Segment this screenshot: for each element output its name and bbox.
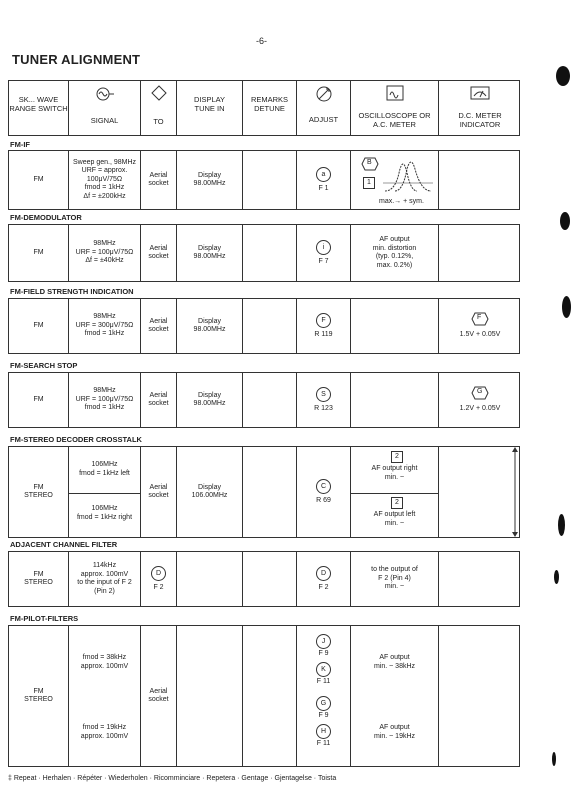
signal-right: 106MHz fmod = 1kHz right xyxy=(76,505,133,521)
cell-to: Aerial socket xyxy=(141,225,177,281)
cell-osc xyxy=(351,626,439,766)
binder-hole-mark xyxy=(554,570,559,584)
adjust-ref: F 11 xyxy=(316,677,331,685)
dc-value: 1.5V + 0.05V xyxy=(459,331,501,339)
signal-left: 106MHz fmod = 1kHz left xyxy=(79,461,130,477)
dc-hex xyxy=(471,386,489,400)
adjust-ref: R 123 xyxy=(314,404,333,412)
section-label-fmfs: FM-FIELD STRENGTH INDICATION xyxy=(10,287,134,296)
cell-to: Aerial socket xyxy=(141,447,177,537)
cell-adjust xyxy=(297,626,351,766)
header-remarks xyxy=(243,81,297,135)
signal-generator-icon xyxy=(95,86,115,102)
header-to xyxy=(141,81,177,135)
header-display-label: DISPLAY TUNE IN xyxy=(193,95,226,113)
section-label-fmpf: FM-PILOT-FILTERS xyxy=(10,614,79,623)
cell-dc xyxy=(439,299,521,353)
adjust-point-circle: D xyxy=(316,566,331,581)
oscilloscope-icon xyxy=(385,85,405,101)
diamond-icon xyxy=(151,85,167,101)
header-switch xyxy=(9,81,69,135)
cell-to: Aerial socket xyxy=(141,299,177,353)
row-acf xyxy=(8,551,520,607)
adjust-ref: F 1 xyxy=(318,184,329,192)
cell-display xyxy=(177,552,243,606)
osc-left: AF output left min. ~ xyxy=(373,511,416,527)
repeat-arrow-icon xyxy=(511,446,519,538)
to-point-circle: D xyxy=(151,566,166,581)
cell-remarks xyxy=(243,373,297,427)
adjust-ref: R 69 xyxy=(316,496,331,504)
cell-signal xyxy=(69,626,141,766)
cell-dc xyxy=(439,626,521,766)
header-dc xyxy=(439,81,521,135)
adjust-screw-icon xyxy=(315,85,333,103)
cell-signal xyxy=(69,447,141,537)
cell-divider xyxy=(351,493,438,494)
footer-repeat-note: ‡ Repeat · Herhalen · Répéter · Wiederholen · Ricomminciare · Repetera · Gentage · Gjentagelse · Toista xyxy=(8,775,337,782)
adjust-point-circle: F xyxy=(316,313,331,328)
header-adjust xyxy=(297,81,351,135)
cell-adjust xyxy=(297,151,351,209)
osc-right: AF output right min. ~ xyxy=(371,465,418,481)
osc-note: max.→ + sym. xyxy=(379,197,424,205)
cell-divider xyxy=(69,493,140,494)
row-fmdem xyxy=(8,224,520,282)
osc-square-right: 2 xyxy=(391,451,403,463)
cell-remarks xyxy=(243,447,297,537)
adjust-point-circle: J xyxy=(316,634,331,649)
adjust-ref: F 7 xyxy=(318,257,329,265)
row-fmst xyxy=(8,446,520,538)
cell-dc xyxy=(439,552,521,606)
osc-b-label: B xyxy=(367,159,372,166)
cell-dc xyxy=(439,225,521,281)
adjust-ref: R 119 xyxy=(314,330,333,338)
header-to-label: TO xyxy=(153,117,164,126)
dc-meter-icon xyxy=(469,85,491,101)
cell-to xyxy=(141,552,177,606)
cell-osc xyxy=(351,151,439,209)
page-title: TUNER ALIGNMENT xyxy=(12,52,141,67)
cell-dc xyxy=(439,447,521,537)
cell-display: Display 98.00MHz xyxy=(177,299,243,353)
cell-switch: FM xyxy=(9,299,69,353)
cell-osc: AF output min. distortion (typ. 0.12%, max. 0.2%) xyxy=(351,225,439,281)
cell-signal: 98MHz URF = 100μV/75Ω fmod = 1kHz xyxy=(69,373,141,427)
cell-adjust xyxy=(297,552,351,606)
binder-hole-mark xyxy=(562,296,571,318)
header-signal-label: SIGNAL xyxy=(90,116,119,125)
signal-19k: fmod = 19kHz approx. 100mV xyxy=(80,724,129,740)
header-osc xyxy=(351,81,439,135)
dc-value: 1.2V + 0.05V xyxy=(459,405,501,413)
binder-hole-mark xyxy=(556,66,570,86)
header-signal xyxy=(69,81,141,135)
adjust-ref: F 9 xyxy=(318,712,329,719)
cell-adjust xyxy=(297,373,351,427)
signal-38k: fmod = 38kHz approx. 100mV xyxy=(80,654,129,670)
adjust-ref: F 2 xyxy=(318,583,329,591)
header-dc-label: D.C. METER INDICATOR xyxy=(458,111,502,129)
cell-osc xyxy=(351,373,439,427)
cell-osc: to the output of F 2 (Pin 4) min. ~ xyxy=(351,552,439,606)
cell-switch: FM STEREO xyxy=(9,447,69,537)
header-switch-label: SK... WAVE RANGE SWITCH xyxy=(9,95,68,113)
adjust-ref: F 9 xyxy=(318,650,329,657)
cell-display: Display 98.00MHz xyxy=(177,151,243,209)
cell-signal: 98MHz URF = 100μV/75Ω Δf = ±40kHz xyxy=(69,225,141,281)
binder-hole-mark xyxy=(558,514,565,536)
cell-adjust xyxy=(297,225,351,281)
row-fmfs xyxy=(8,298,520,354)
dc-hex-label: G xyxy=(477,388,483,396)
osc-38k: AF output min. ~ 38kHz xyxy=(373,654,416,670)
cell-osc xyxy=(351,299,439,353)
adjust-point-circle: a xyxy=(316,167,331,182)
osc-square-1: 1 xyxy=(363,177,375,189)
row-fmss xyxy=(8,372,520,428)
cell-display: Display 106.00MHz xyxy=(177,447,243,537)
dc-hex xyxy=(471,312,489,326)
section-label-acf: ADJACENT CHANNEL FILTER xyxy=(10,540,118,549)
table-header xyxy=(8,80,520,136)
cell-display: Display 98.00MHz xyxy=(177,225,243,281)
header-adjust-label: ADJUST xyxy=(308,115,339,124)
cell-to: Aerial socket xyxy=(141,373,177,427)
adjust-point-circle: C xyxy=(316,479,331,494)
binder-hole-mark xyxy=(552,752,556,766)
cell-display xyxy=(177,626,243,766)
cell-remarks xyxy=(243,151,297,209)
header-osc-label: OSCILLOSCOPE OR A.C. METER xyxy=(358,111,431,129)
binder-hole-mark xyxy=(560,212,570,230)
to-ref: F 2 xyxy=(153,583,164,591)
row-fmpf xyxy=(8,625,520,767)
osc-19k: AF output min. ~ 19kHz xyxy=(373,724,416,740)
cell-adjust xyxy=(297,299,351,353)
cell-switch: FM xyxy=(9,373,69,427)
cell-osc xyxy=(351,447,439,537)
adjust-point-circle: K xyxy=(316,662,331,677)
cell-switch: FM STEREO xyxy=(9,552,69,606)
response-curve-icon xyxy=(383,153,435,193)
section-label-fmst: FM-STEREO DECODER CROSSTALK xyxy=(10,435,142,444)
section-label-fmdem: FM-DEMODULATOR xyxy=(10,213,82,222)
cell-switch: FM xyxy=(9,225,69,281)
adjust-point-circle: S xyxy=(316,387,331,402)
cell-to: Aerial socket xyxy=(141,626,177,766)
cell-remarks xyxy=(243,626,297,766)
cell-adjust xyxy=(297,447,351,537)
adjust-point-circle: G xyxy=(316,696,331,711)
header-remarks-label: REMARKS DETUNE xyxy=(250,95,289,113)
section-label-fmif: FM-IF xyxy=(10,140,30,149)
section-label-fmss: FM-SEARCH STOP xyxy=(10,361,78,370)
osc-b-hex xyxy=(361,157,379,175)
osc-square-left: 2 xyxy=(391,497,403,509)
cell-switch: FM STEREO xyxy=(9,626,69,766)
cell-signal: 98MHz URF = 300μV/75Ω fmod = 1kHz xyxy=(69,299,141,353)
cell-signal: 114kHz approx. 100mV to the input of F 2 (Pin 2) xyxy=(69,552,141,606)
cell-display: Display 98.00MHz xyxy=(177,373,243,427)
cell-remarks xyxy=(243,225,297,281)
cell-remarks xyxy=(243,552,297,606)
cell-switch: FM xyxy=(9,151,69,209)
cell-dc xyxy=(439,151,521,209)
cell-dc xyxy=(439,373,521,427)
cell-remarks xyxy=(243,299,297,353)
cell-to: Aerial socket xyxy=(141,151,177,209)
cell-signal: Sweep gen., 98MHz URF = approx. 100μV/75Ω fmod = 1kHz Δf = ±200kHz xyxy=(69,151,141,209)
header-display xyxy=(177,81,243,135)
adjust-point-circle: i xyxy=(316,240,331,255)
row-fmif xyxy=(8,150,520,210)
page-number: -6- xyxy=(256,36,267,46)
dc-hex-label: F xyxy=(477,314,482,322)
adjust-point-circle: H xyxy=(316,724,331,739)
adjust-ref: F 11 xyxy=(316,739,331,747)
